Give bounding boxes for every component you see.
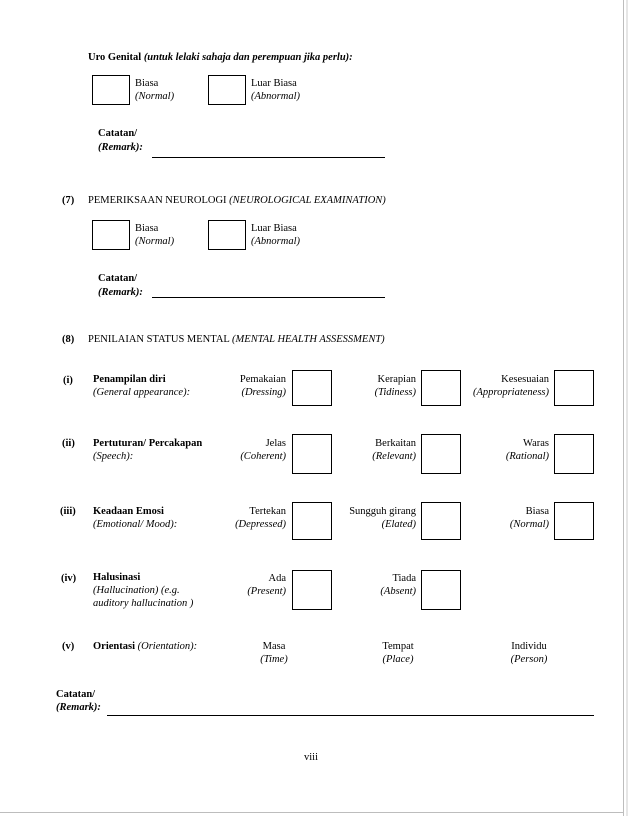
uro-abnormal-text: Luar Biasa [251,78,297,89]
item-iii-opt1-text-en: (Depressed) [235,519,286,530]
mental-number: (8) [62,334,75,345]
item-ii-opt1-label [190,437,286,463]
item-ii-opt1-text-en: (Coherent) [240,451,286,462]
uro-remark-label-en: (Remark): [98,142,143,153]
item-iv-text: Halusinasi [93,572,141,583]
uro-remark-line[interactable] [152,157,385,158]
neuro-remark-label-en: (Remark): [98,287,143,298]
neuro-normal-checkbox[interactable] [92,220,130,250]
neuro-abnormal-label [251,222,300,248]
item-v-opt1-label [234,640,314,666]
item-ii-label [93,437,202,463]
uro-abnormal-checkbox[interactable] [208,75,246,105]
item-i-number: (i) [63,375,73,386]
item-iii-opt3-checkbox[interactable] [554,502,594,540]
item-ii-opt3-checkbox[interactable] [554,434,594,474]
neuro-remark-label: Catatan/ [98,273,138,284]
item-i-opt2-text: Kerapian [377,374,416,385]
item-v-opt1-text: Masa [262,641,286,652]
item-i-text-en: (General appearance): [93,387,191,398]
neuro-normal-label [135,222,174,248]
item-v-opt3-text: Individu [511,641,547,652]
item-v-opt1-text-en: (Time) [260,654,288,665]
item-iv-opt1-text: Ada [268,573,286,584]
neuro-heading [88,194,386,207]
item-v-text: Orientasi [93,641,135,652]
item-iv-opt2-label [316,572,416,598]
item-iv-opt2-text-en: (Absent) [380,586,416,597]
item-i-opt3-text: Kesesuaian [501,374,549,385]
item-iii-opt2-label [316,505,416,531]
item-v-opt3-text-en: (Person) [510,654,548,665]
neuro-abnormal-checkbox[interactable] [208,220,246,250]
item-iv-opt1-text-en: (Present) [247,586,286,597]
uro-normal-text: Biasa [135,78,159,89]
item-ii-text-en: (Speech): [93,451,134,462]
item-ii-opt1-text: Jelas [265,438,286,449]
item-ii-opt3-text-en: (Rational) [505,451,549,462]
neuro-normal-text-en: (Normal) [135,236,175,247]
item-i-opt1-label [190,373,286,399]
page-number: viii [303,752,318,763]
item-v-opt3-label [489,640,569,666]
item-ii-number: (ii) [62,438,75,449]
item-i-opt3-label [440,373,549,399]
neuro-normal-text: Biasa [135,223,159,234]
neuro-abnormal-text-en: (Abnormal) [251,236,300,247]
item-v-opt2-text: Tempat [382,641,414,652]
item-i-opt2-text-en: (Tidiness) [374,387,416,398]
item-i-label [93,373,190,399]
item-v-label [93,640,197,653]
uro-heading [88,51,353,64]
item-ii-opt3-text: Waras [523,438,549,449]
item-iv-opt1-label [190,572,286,598]
neuro-number: (7) [62,195,75,206]
item-ii-opt2-label [316,437,416,463]
mental-heading [88,333,385,346]
item-iv-text-en2: auditory hallucination ) [93,598,194,609]
item-v-text-en: (Orientation): [137,641,198,652]
item-ii-opt2-text: Berkaitan [375,438,416,449]
mental-remark-line[interactable] [107,715,594,716]
item-v-opt2-label [358,640,438,666]
uro-abnormal-text-en: (Abnormal) [251,91,300,102]
item-i-text: Penampilan diri [93,374,166,385]
item-i-opt3-checkbox[interactable] [554,370,594,406]
item-iii-opt3-label [440,505,549,531]
item-iii-opt1-text: Tertekan [249,506,286,517]
uro-remark-label: Catatan/ [98,128,138,139]
item-v-opt2-text-en: (Place) [382,654,414,665]
item-i-opt1-text-en: (Dressing) [241,387,286,398]
item-i-opt1-text: Pemakaian [239,374,286,385]
item-ii-text: Pertuturan/ Percakapan [93,438,203,449]
page-edge-bottom [0,812,624,813]
item-iii-label [93,505,177,531]
item-iv-number: (iv) [61,573,77,584]
item-ii-opt3-label [440,437,549,463]
item-i-opt3-text-en: (Appropriateness) [472,387,549,398]
uro-normal-text-en: (Normal) [135,91,175,102]
item-iv-text-en: (Hallucination) (e.g. [93,585,180,596]
item-ii-opt2-text-en: (Relevant) [372,451,416,462]
neuro-remark-line[interactable] [152,297,385,298]
page-edge-right [623,0,624,816]
mental-remark-label: Catatan/ [56,689,96,700]
item-iii-text: Keadaan Emosi [93,506,164,517]
item-iv-opt2-text: Tiada [392,573,416,584]
mental-title: PENILAIAN STATUS MENTAL [88,334,230,345]
neuro-abnormal-text: Luar Biasa [251,223,297,234]
neuro-title-en: (NEUROLOGICAL EXAMINATION) [229,195,386,206]
item-iii-opt2-text: Sungguh girang [349,506,416,517]
item-v-number: (v) [62,641,75,652]
uro-normal-label [135,77,174,103]
item-iii-opt3-text: Biasa [525,506,549,517]
item-iii-opt3-text-en: (Normal) [509,519,549,530]
neuro-title: PEMERIKSAAN NEUROLOGI [88,195,227,206]
item-iv-label [93,571,193,610]
item-iii-text-en: (Emotional/ Mood): [93,519,178,530]
item-iii-number: (iii) [60,506,76,517]
item-iii-opt2-text-en: (Elated) [381,519,416,530]
item-iv-opt2-checkbox[interactable] [421,570,461,610]
uro-note: (untuk lelaki sahaja dan perempuan jika perlu): [143,52,353,63]
mental-title-en: (MENTAL HEALTH ASSESSMENT) [232,334,385,345]
item-i-opt2-label [316,373,416,399]
uro-abnormal-label [251,77,300,103]
item-iii-opt1-label [190,505,286,531]
uro-normal-checkbox[interactable] [92,75,130,105]
uro-label: Uro Genital [88,52,142,63]
mental-remark-label-en: (Remark): [56,702,101,713]
